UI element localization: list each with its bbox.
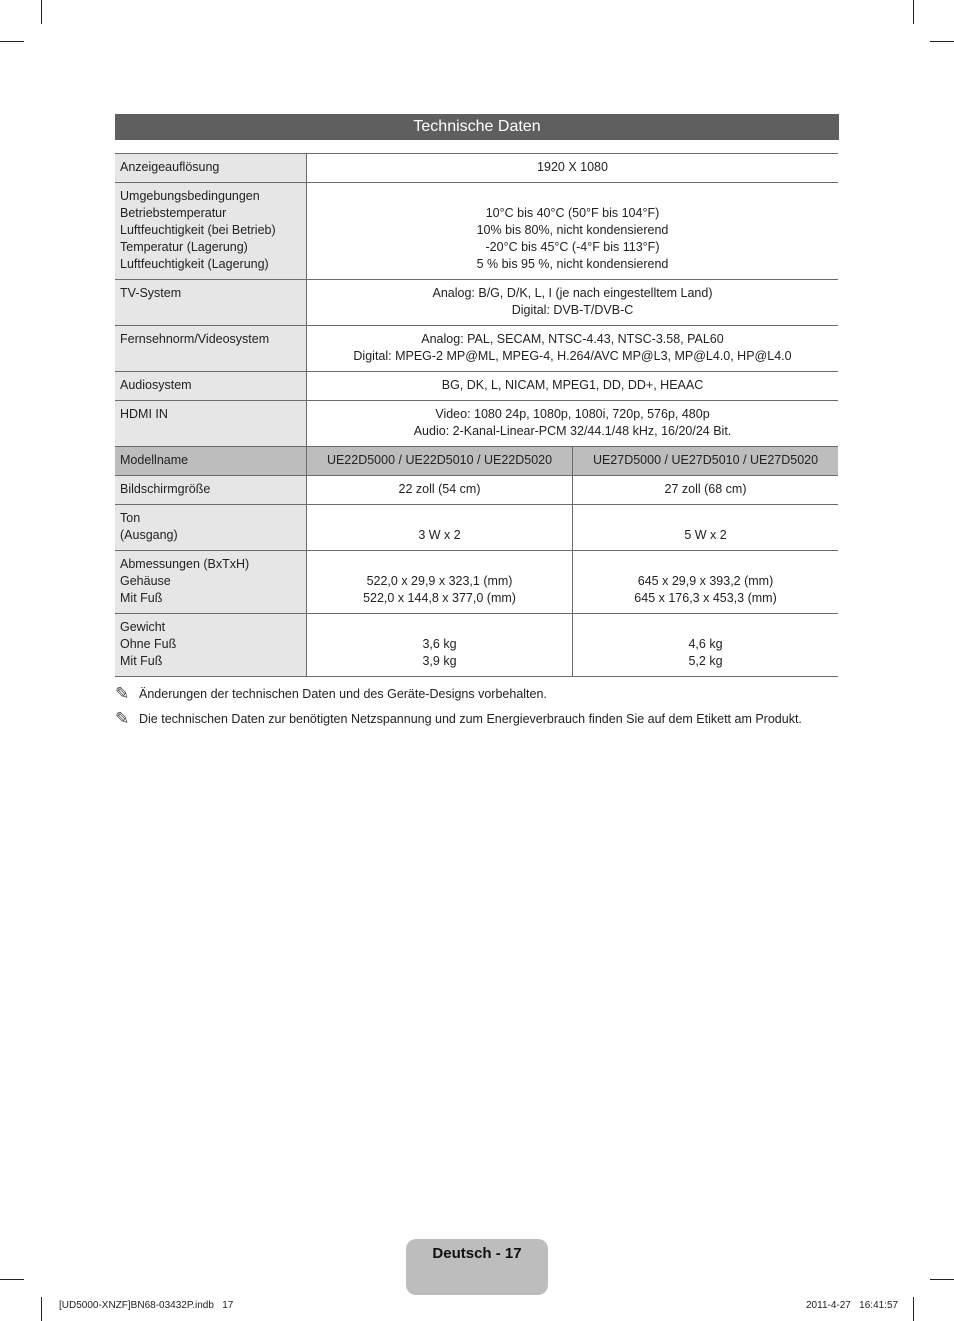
row-label: Abmessungen (BxTxH) Gehäuse Mit Fuß [115, 551, 307, 614]
table-row [115, 401, 838, 447]
row-label: Modellname [115, 447, 307, 476]
table-row [115, 447, 838, 476]
row-label: TV-System [115, 280, 307, 326]
row-value: 1920 X 1080 [307, 154, 839, 183]
row-label: Umgebungsbedingungen Betriebstemperatur Luftfeuchtigkeit (bei Betrieb) Temperatur (Lagerung) Luftfeuchtigkeit (Lagerung) [115, 183, 307, 280]
crop-mark [0, 1279, 24, 1280]
table-row [115, 154, 838, 183]
table-row [115, 372, 838, 401]
table-row [115, 280, 838, 326]
value-a: 522,0 x 29,9 x 323,1 (mm) 522,0 x 144,8 x 377,0 (mm) [307, 551, 573, 614]
value-b: 4,6 kg 5,2 kg [573, 614, 838, 677]
value-a: 3 W x 2 [307, 505, 573, 551]
row-label: HDMI IN [115, 401, 307, 447]
value-a: 3,6 kg 3,9 kg [307, 614, 573, 677]
note [115, 711, 855, 736]
value-b: 5 W x 2 [573, 505, 838, 551]
crop-mark [0, 41, 24, 42]
table-row [115, 505, 838, 551]
table-row [115, 183, 838, 280]
row-label: Ton (Ausgang) [115, 505, 307, 551]
notes [115, 686, 855, 736]
row-value: Video: 1080 24p, 1080p, 1080i, 720p, 576p, 480p Audio: 2-Kanal-Linear-PCM 32/44.1/48 kHz, 16/20/24 Bit. [307, 401, 839, 447]
crop-mark [41, 1297, 42, 1321]
page-number-tab: Deutsch - 17 [406, 1239, 548, 1295]
model-a: UE22D5000 / UE22D5010 / UE22D5020 [307, 447, 573, 476]
crop-mark [913, 0, 914, 24]
row-label: Audiosystem [115, 372, 307, 401]
table-row [115, 476, 838, 505]
row-value: Analog: PAL, SECAM, NTSC-4.43, NTSC-3.58, PAL60 Digital: MPEG-2 MP@ML, MPEG-4, H.264/AVC MP@L3, MP@L4.0, HP@L4.0 [307, 326, 839, 372]
note-text: Die technischen Daten zur benötigten Netzspannung und zum Energieverbrauch finden Sie auf dem Etikett am Produkt. [139, 712, 802, 726]
crop-mark [913, 1297, 914, 1321]
row-label: Gewicht Ohne Fuß Mit Fuß [115, 614, 307, 677]
value-a: 22 zoll (54 cm) [307, 476, 573, 505]
row-label: Fernsehnorm/Videosystem [115, 326, 307, 372]
table-row [115, 326, 838, 372]
row-label: Anzeigeauflösung [115, 154, 307, 183]
row-value: BG, DK, L, NICAM, MPEG1, DD, DD+, HEAAC [307, 372, 839, 401]
table-row [115, 551, 838, 614]
crop-mark [41, 0, 42, 24]
section-title: Technische Daten [115, 114, 839, 140]
footer-file: [UD5000-XNZF]BN68-03432P.indb 17 [59, 1300, 234, 1311]
table-row [115, 614, 838, 677]
note-text: Änderungen der technischen Daten und des Geräte-Designs vorbehalten. [139, 687, 547, 701]
row-label: Bildschirmgröße [115, 476, 307, 505]
value-b: 645 x 29,9 x 393,2 (mm) 645 x 176,3 x 453,3 (mm) [573, 551, 838, 614]
model-b: UE27D5000 / UE27D5010 / UE27D5020 [573, 447, 838, 476]
footer-timestamp: 2011-4-27 16:41:57 [806, 1300, 899, 1311]
value-b: 27 zoll (68 cm) [573, 476, 838, 505]
row-value: Analog: B/G, D/K, L, I (je nach eingestelltem Land) Digital: DVB-T/DVB-C [307, 280, 839, 326]
row-value: 10°C bis 40°C (50°F bis 104°F) 10% bis 80%, nicht kondensierend -20°C bis 45°C (-4°F bis 113°F) 5 % bis 95 %, nicht kondensierend [307, 183, 839, 280]
crop-mark [930, 1279, 954, 1280]
note [115, 686, 855, 711]
pencil-note-icon: ✎ [115, 684, 130, 703]
spec-table [115, 153, 838, 677]
crop-mark [930, 41, 954, 42]
pencil-note-icon: ✎ [115, 709, 130, 728]
